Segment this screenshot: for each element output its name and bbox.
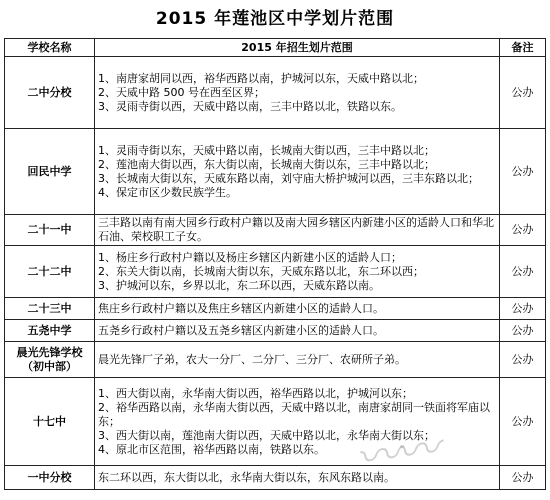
zone-range-line: 焦庄乡行政村户籍以及焦庄乡辖区内新建小区的适龄人口。 bbox=[98, 301, 384, 315]
zone-range-line: 2、莲池南大街以西，东大街以南，长城南大街以东，三丰中路以北； bbox=[98, 157, 435, 171]
table-row bbox=[5, 215, 546, 246]
zone-range-cell bbox=[95, 378, 500, 466]
note-cell: 公办 bbox=[500, 378, 546, 466]
zone-range-line: 五尧乡行政村户籍以及五尧乡辖区内新建小区的适龄人口。 bbox=[98, 323, 384, 337]
school-name-cell: 五尧中学 bbox=[5, 320, 95, 342]
school-name-cell: 回民中学 bbox=[5, 129, 95, 215]
zone-range-line: 1、南唐家胡同以西，裕华西路以南，护城河以东，天威中路以北； bbox=[98, 71, 424, 85]
zone-range-line: 1、西大街以南，永华南大街以西，裕华西路以北，护城河以东； bbox=[98, 386, 413, 400]
zone-range-cell bbox=[95, 246, 500, 298]
zone-range-line: 3、灵雨寺街以西，天威中路以南，三丰中路以北，铁路以东。 bbox=[98, 99, 402, 113]
zone-range-line: 1、灵雨寺街以东，天威中路以南，长城南大街以西，三丰中路以北； bbox=[98, 143, 435, 157]
zone-range-line: 三丰路以南有南大园乡行政村户籍以及南大园乡辖区内新建小区的适龄人口和华北石油、荣校职工子女。 bbox=[98, 216, 494, 243]
school-name-cell: 二十二中 bbox=[5, 246, 95, 298]
note-cell: 公办 bbox=[500, 129, 546, 215]
zone-range-line: 3、护城河以东，乡界以北，东二环以西，天威东路以南。 bbox=[98, 278, 380, 292]
watermark-scribble: 〰〰 bbox=[352, 423, 439, 485]
zone-range-cell bbox=[95, 129, 500, 215]
note-cell: 公办 bbox=[500, 320, 546, 342]
zone-range-line: 2、天威中路 500 号在西至区界； bbox=[98, 85, 265, 99]
school-name-cell: 晨光先锋学校（初中部） bbox=[5, 342, 95, 378]
zone-range-line: 3、西大街以南，莲池南大街以西，天威中路以北，永华南大街以东； bbox=[98, 428, 435, 442]
note-cell: 公办 bbox=[500, 246, 546, 298]
zone-range-line: 2、裕华西路以南，永华南大街以西，天威中路以北，南唐家胡同一铁面将军庙以东； bbox=[98, 400, 490, 428]
table-row bbox=[5, 57, 546, 129]
header-school: 学校名称 bbox=[5, 39, 95, 57]
school-name-cell: 十七中 bbox=[5, 378, 95, 466]
table-header-row bbox=[5, 39, 546, 57]
header-note: 备注 bbox=[500, 39, 546, 57]
header-range: 2015 年招生划片范围 bbox=[95, 39, 500, 57]
school-name-cell: 一中分校 bbox=[5, 466, 95, 490]
table-body bbox=[5, 57, 546, 490]
table-row bbox=[5, 129, 546, 215]
table-row bbox=[5, 466, 546, 490]
table-row bbox=[5, 378, 546, 466]
zone-range-line: 晨光先锋厂子弟，农大一分厂、二分厂、三分厂、农研所子弟。 bbox=[98, 352, 406, 366]
zone-range-cell bbox=[95, 320, 500, 342]
zone-range-line: 3、长城南大街以东，天威东路以南，刘守庙大桥护城河以西，三丰东路以北； bbox=[98, 171, 479, 185]
zone-range-cell bbox=[95, 215, 500, 246]
table-row bbox=[5, 246, 546, 298]
zone-range-cell bbox=[95, 298, 500, 320]
zone-range-line: 4、原北市区范围，裕华西路以南，铁路以东。 bbox=[98, 442, 325, 456]
note-cell: 公办 bbox=[500, 342, 546, 378]
zone-range-cell bbox=[95, 342, 500, 378]
document-title: 2015 年莲池区中学划片范围 bbox=[155, 9, 395, 29]
zone-range-line: 1、杨庄乡行政村户籍以及杨庄乡辖区内新建小区的适龄人口； bbox=[98, 250, 402, 264]
school-zone-table bbox=[4, 38, 546, 490]
school-name-cell: 二十一中 bbox=[5, 215, 95, 246]
table-row bbox=[5, 320, 546, 342]
table-row bbox=[5, 298, 546, 320]
zone-range-cell bbox=[95, 466, 500, 490]
school-name-cell: 二中分校 bbox=[5, 57, 95, 129]
note-cell: 公办 bbox=[500, 298, 546, 320]
table-row bbox=[5, 342, 546, 378]
zone-range-line: 东二环以西，东大街以北，永华南大街以东，东风东路以南。 bbox=[98, 470, 395, 484]
note-cell: 公办 bbox=[500, 57, 546, 129]
zone-range-line: 2、东关大街以南，长城南大街以东，天威东路以北，东二环以西； bbox=[98, 264, 424, 278]
zone-range-line: 4、保定市区少数民族学生。 bbox=[98, 185, 237, 199]
note-cell: 公办 bbox=[500, 215, 546, 246]
zone-range-cell bbox=[95, 57, 500, 129]
note-cell: 公办 bbox=[500, 466, 546, 490]
school-name-cell: 二十三中 bbox=[5, 298, 95, 320]
